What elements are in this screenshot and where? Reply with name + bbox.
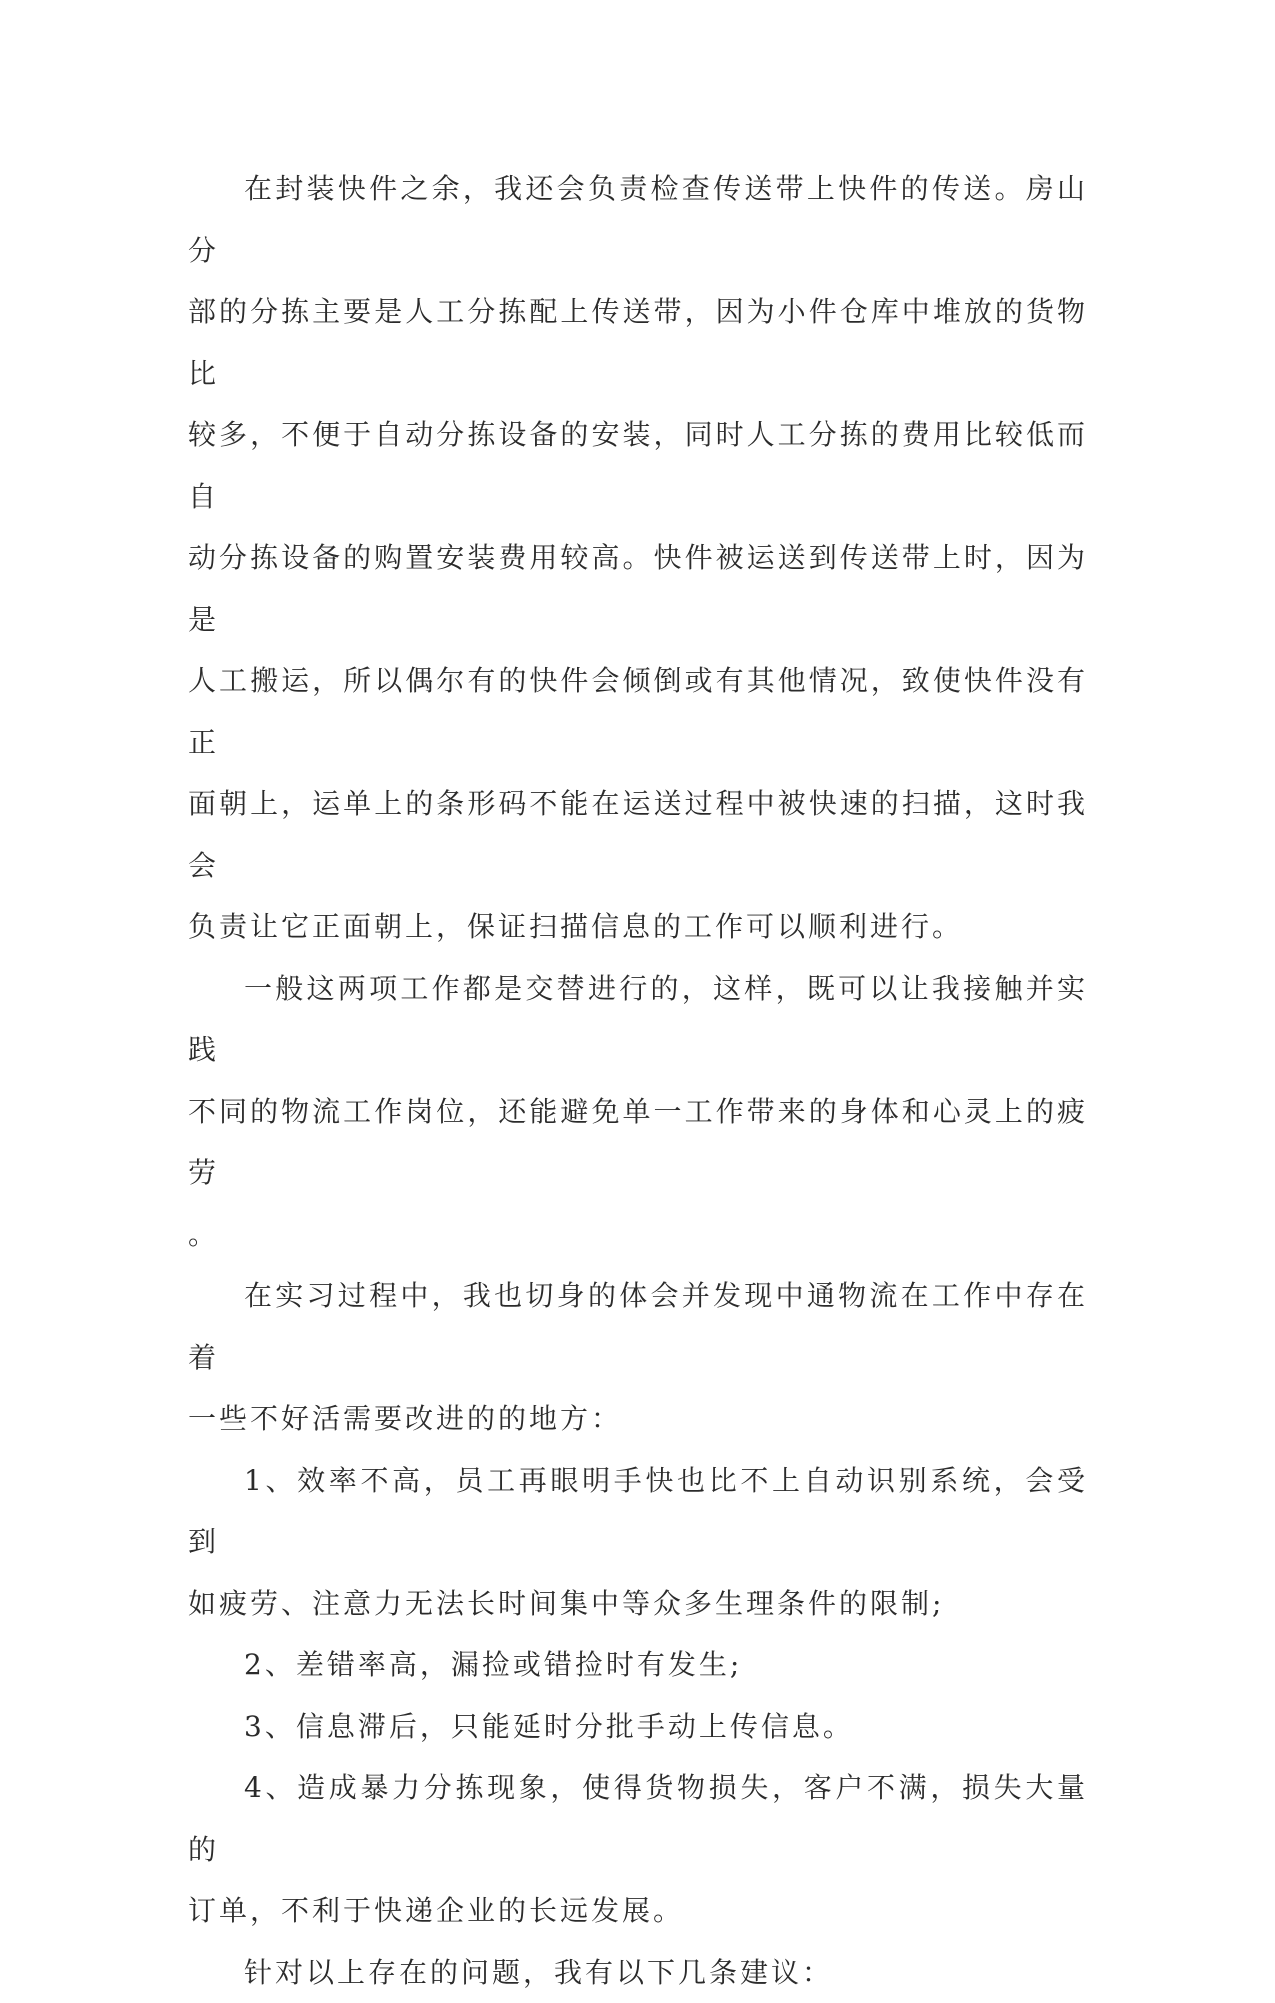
paragraph-packing-and-conveyor-check: 在封装快件之余，我还会负责检查传送带上快件的传送。房山分 部的分拣主要是人工分拣配上传送带，因为小件仓库中堆放的货物比 较多，不便于自动分拣设备的安装，同时人工分拣的费用比较低而自 动分拣设备的购置安装费用较高。快件被运送到传送带上时，因为是 人工搬运，所以偶尔有的快件会倾倒或有其他情况，致使快件没有正 面朝上，运单上的条形码不能在运送过程中被快速的扫描，这时我会 负责让它正面朝上，保证扫描信息的工作可以顺利进行。 [188,158,1088,958]
paragraph-problem-2: 2、差错率高，漏捡或错捡时有发生; [188,1634,1088,1696]
document-body [188,158,1088,2003]
paragraph-alternating-work: 一般这两项工作都是交替进行的，这样，既可以让我接触并实践 不同的物流工作岗位，还能避免单一工作带来的身体和心灵上的疲劳 。 [188,958,1088,1266]
paragraph-problems-intro: 在实习过程中，我也切身的体会并发现中通物流在工作中存在着 一些不好活需要改进的的地方： [188,1265,1088,1450]
paragraph-problem-4: 4、造成暴力分拣现象，使得货物损失，客户不满，损失大量的 订单，不利于快递企业的长远发展。 [188,1757,1088,1942]
paragraph-suggestions-intro: 针对以上存在的问题，我有以下几条建议： [188,1942,1088,2003]
paragraph-problem-3: 3、信息滞后，只能延时分批手动上传信息。 [188,1696,1088,1758]
paragraph-problem-1: 1、效率不高，员工再眼明手快也比不上自动识别系统，会受到 如疲劳、注意力无法长时间集中等众多生理条件的限制; [188,1450,1088,1635]
